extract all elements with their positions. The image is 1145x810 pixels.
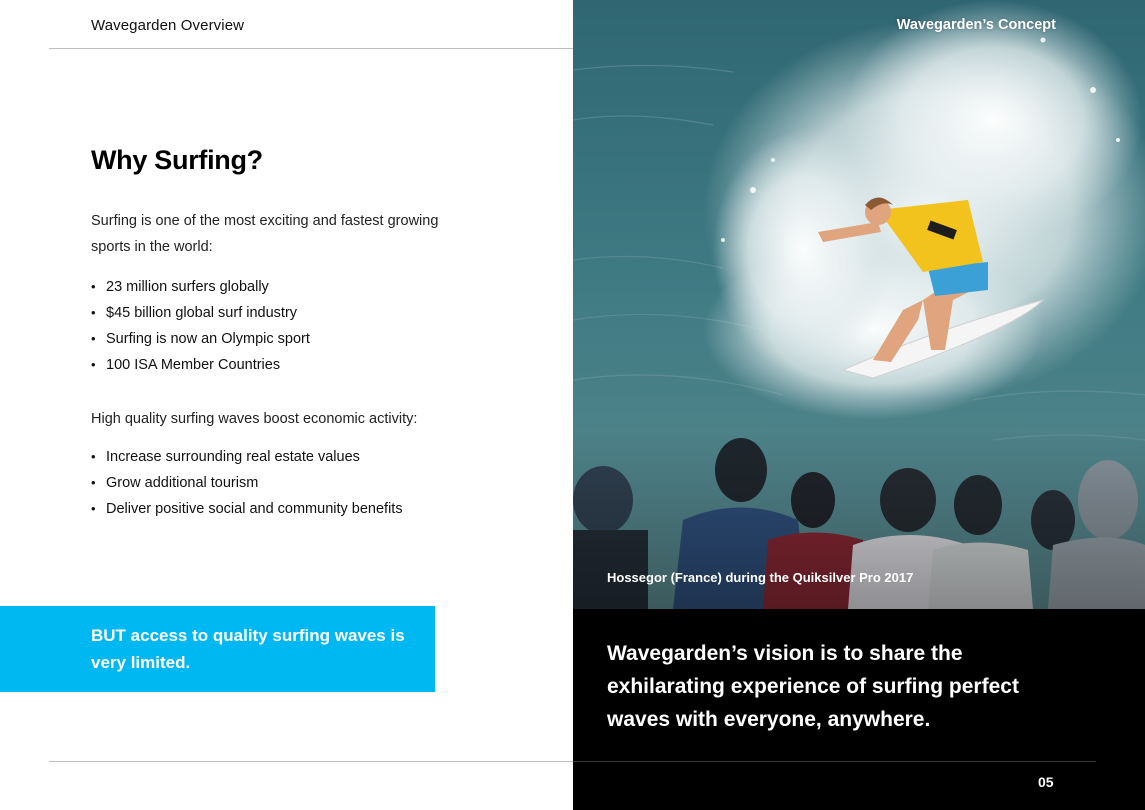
list-item: • Deliver positive social and community benefits bbox=[91, 496, 403, 522]
footer-divider-right bbox=[573, 761, 1096, 762]
callout-box bbox=[0, 606, 435, 692]
section-header-title: Wavegarden’s Concept bbox=[896, 17, 1056, 33]
vision-statement: Wavegarden’s vision is to share the exhilarating experience of surfing perfect waves with everyone, anywhere. bbox=[607, 642, 1019, 731]
page-number: 05 bbox=[1038, 774, 1054, 790]
photo-caption: Hossegor (France) during the Quiksilver Pro 2017 bbox=[607, 570, 914, 585]
page-heading: Why Surfing? bbox=[91, 145, 263, 175]
list-item: • $45 billion global surf industry bbox=[91, 300, 310, 326]
surfer-photo bbox=[573, 0, 1145, 609]
economic-benefits-list bbox=[91, 444, 403, 522]
footer-divider bbox=[49, 761, 573, 762]
list-item: • Grow additional tourism bbox=[91, 470, 403, 496]
list-item: • 100 ISA Member Countries bbox=[91, 352, 310, 378]
intro-paragraph: Surfing is one of the most exciting and fastest growing sports in the world: bbox=[91, 213, 439, 255]
surfing-stats-list bbox=[91, 274, 310, 378]
list-item: • 23 million surfers globally bbox=[91, 274, 310, 300]
economic-intro-paragraph: High quality surfing waves boost economic activity: bbox=[91, 411, 418, 427]
right-page bbox=[573, 0, 1145, 810]
list-item: • Increase surrounding real estate values bbox=[91, 444, 403, 470]
callout-text: BUT access to quality surfing waves is very limited. bbox=[91, 626, 405, 672]
document-header-title: Wavegarden Overview bbox=[91, 17, 245, 34]
header-divider bbox=[49, 48, 573, 49]
list-item: • Surfing is now an Olympic sport bbox=[91, 326, 310, 352]
